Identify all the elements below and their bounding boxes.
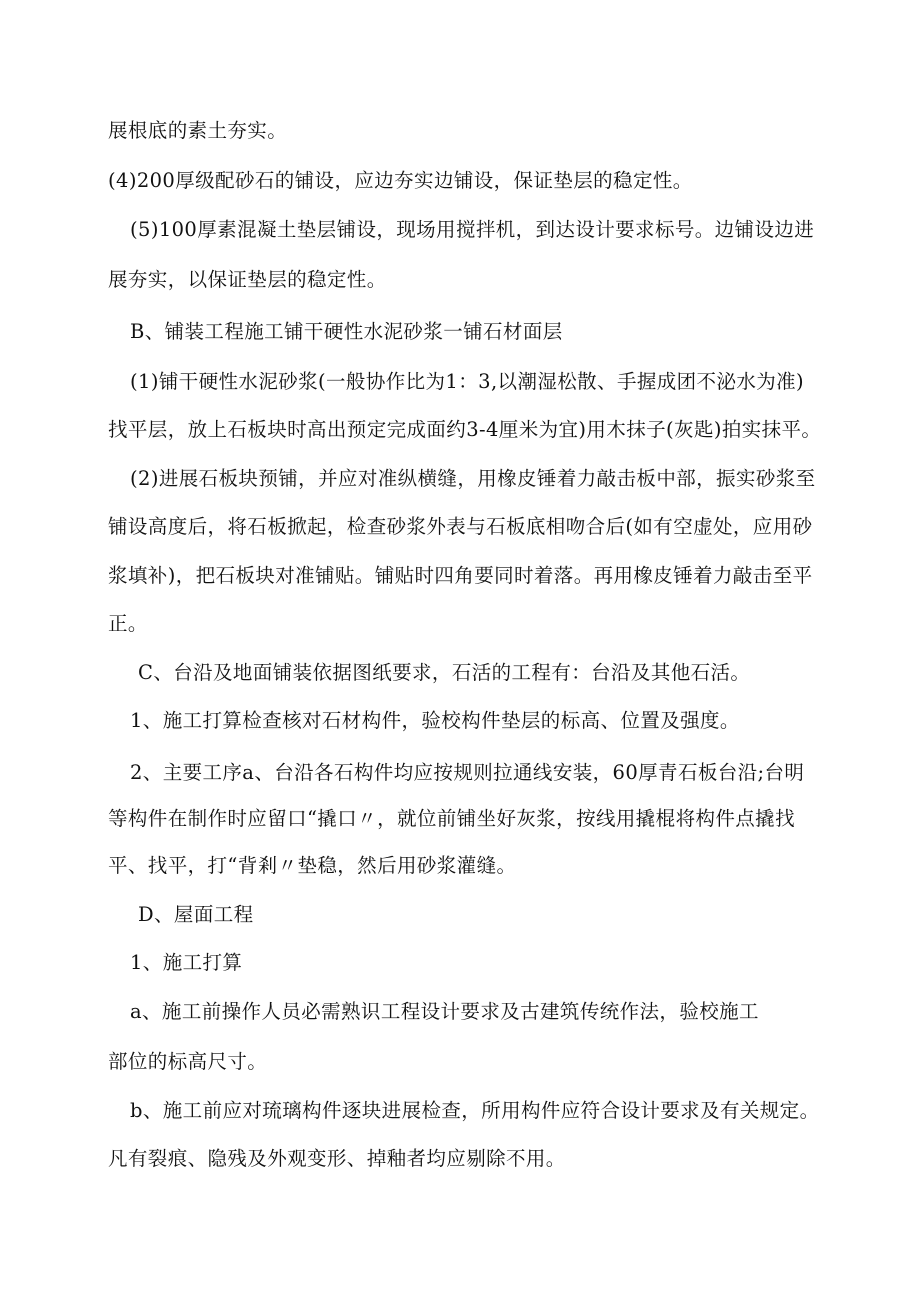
text-line: 凡有裂痕、隐残及外观变形、掉釉者均应剔除不用。 <box>108 1147 566 1170</box>
text-line: 2、主要工序a、台沿各石构件均应按规则拉通线安装，60厚青石板台沿;台明 <box>130 761 805 784</box>
text-line: 平、找平，打“背剎〃垫稳，然后用砂浆灌缝。 <box>108 854 517 877</box>
text-line: a、施工前操作人员必需熟识工程设计要求及古建筑传统作法，验校施工 <box>130 1000 759 1023</box>
text-line: 展根底的素土夯实。 <box>108 119 288 142</box>
text-line: 展夯实，以保证垫层的稳定性。 <box>108 268 387 291</box>
section-heading: C、台沿及地面铺装依据图纸要求，石活的工程有：台沿及其他石活。 <box>138 661 751 684</box>
text-line: 正。 <box>108 612 148 635</box>
text-line: (4)200厚级配砂石的铺设，应边夯实边铺设，保证垫层的稳定性。 <box>108 169 693 192</box>
section-heading: B、铺装工程施工铺干硬性水泥砂浆一铺石材面层 <box>130 320 563 343</box>
text-line: (2)进展石板块预铺，并应对准纵横缝，用橡皮锤着力敲击板中部，振实砂浆至 <box>130 467 816 490</box>
text-line: 浆填补)，把石板块对准铺贴。铺贴时四角要同时着落。再用橡皮锤着力敲击至平 <box>108 564 813 587</box>
section-heading: D、屋面工程 <box>138 903 254 926</box>
text-line: (1)铺干硬性水泥砂浆(一般协作比为1：3,以潮湿松散、手握成团不泌水为准) <box>130 370 805 393</box>
text-line: 找平层，放上石板块时高出预定完成面约3-4厘米为宜)用木抹子(灰匙)拍实抹平。 <box>108 418 822 441</box>
text-line: 1、施工打算检查核对石材构件，验校构件垫层的标高、位置及强度。 <box>130 709 740 732</box>
text-line: 铺设高度后，将石板掀起，检查砂浆外表与石板底相吻合后(如有空虚处，应用砂 <box>108 515 813 538</box>
text-line: 等构件在制作时应留口“撬口〃，就位前铺坐好灰浆，按线用撬棍将构件点撬找 <box>108 807 795 830</box>
text-line: 部位的标高尺寸。 <box>108 1050 268 1073</box>
text-line: (5)100厚素混凝土垫层铺设，现场用搅拌机，到达设计要求标号。边铺设边进 <box>130 218 815 241</box>
text-line: b、施工前应对琉璃构件逐块进展检查，所用构件应符合设计要求及有关规定。 <box>130 1099 820 1122</box>
text-line: 1、施工打算 <box>130 951 243 974</box>
